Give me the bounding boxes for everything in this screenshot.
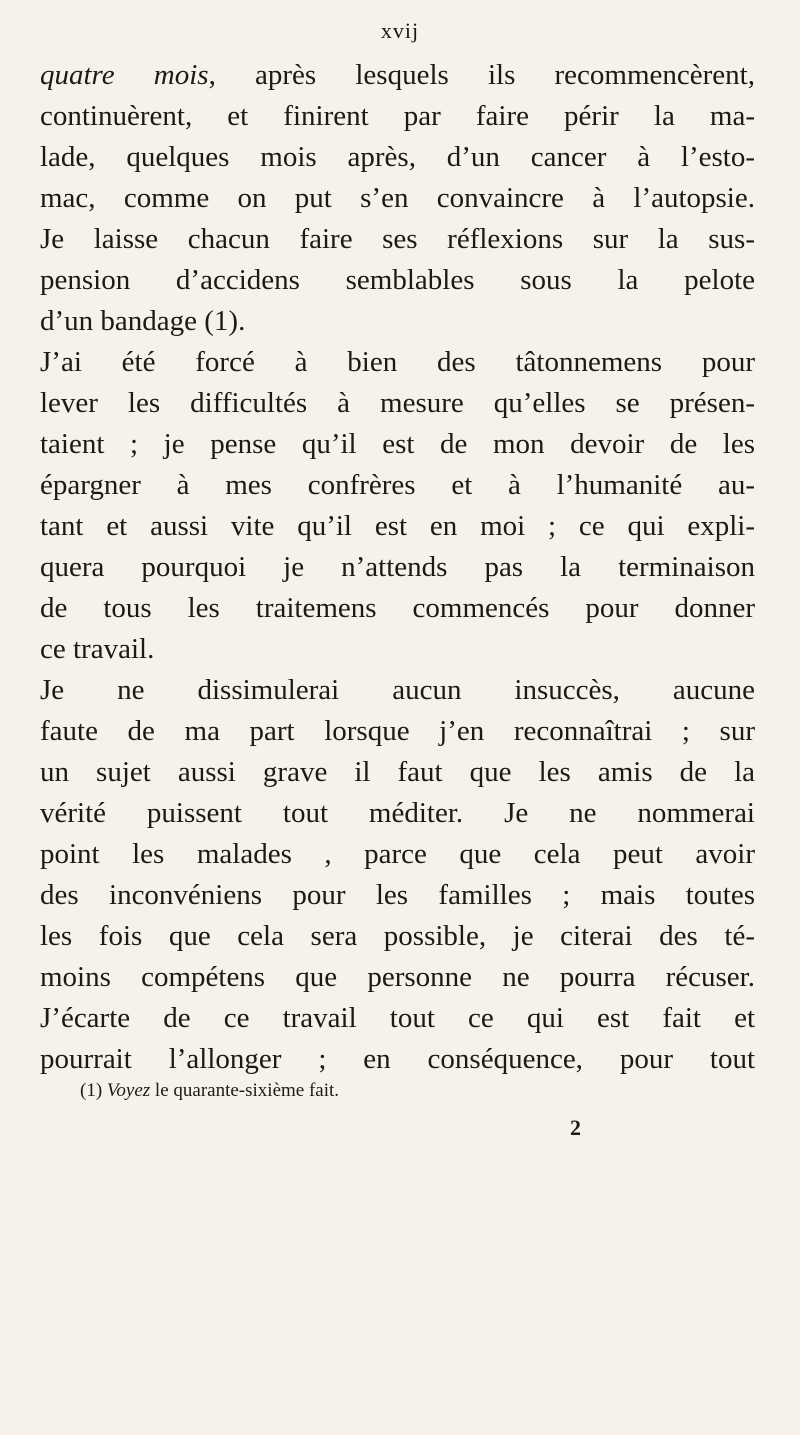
- text-line: d’un bandage (1).: [40, 305, 246, 337]
- footnote: [80, 1080, 339, 1102]
- text-line: Je ne dissimulerai aucun insuccès, aucune: [40, 674, 755, 706]
- text-line: continuèrent, et finirent par faire périr la ma-: [40, 100, 755, 132]
- text-line: [40, 55, 755, 96]
- footnote-text: le quarante-sixième fait.: [154, 1080, 340, 1101]
- page-folio: xvij: [380, 18, 420, 43]
- text-fragment: , après lesquels ils recommencèrent,: [208, 59, 755, 91]
- footnote-marker: (1): [80, 1080, 103, 1101]
- body-text: [40, 55, 755, 1080]
- text-line: faute de ma part lorsque j’en reconnaîtrai ; sur: [40, 715, 755, 747]
- text-line: un sujet aussi grave il faut que les amis de la: [40, 756, 755, 788]
- text-line: pourrait l’allonger ; en conséquence, pour tout: [40, 1043, 755, 1075]
- text-line: les fois que cela sera possible, je citerai des té-: [40, 920, 755, 952]
- text-line: épargner à mes confrères et à l’humanité au-: [40, 469, 755, 501]
- text-line: quera pourquoi je n’attends pas la terminaison: [40, 551, 755, 583]
- text-line: lever les difficultés à mesure qu’elles se présen-: [40, 387, 755, 419]
- text-line: lade, quelques mois après, d’un cancer à l’esto-: [40, 141, 755, 173]
- text-line: ce travail.: [40, 633, 155, 665]
- signature-mark: 2: [570, 1115, 581, 1140]
- text-line: vérité puissent tout méditer. Je ne nommerai: [40, 797, 755, 829]
- text-line: J’écarte de ce travail tout ce qui est fait et: [40, 1002, 755, 1034]
- text-line: taient ; je pense qu’il est de mon devoir de les: [40, 428, 755, 460]
- italic-phrase: quatre mois: [40, 59, 209, 91]
- text-line: tant et aussi vite qu’il est en moi ; ce qui expli-: [40, 510, 755, 542]
- text-line: point les malades , parce que cela peut avoir: [40, 838, 755, 870]
- text-line: pension d’accidens semblables sous la pelote: [40, 264, 755, 296]
- footnote-voyez: Voyez: [106, 1080, 151, 1101]
- text-line: J’ai été forcé à bien des tâtonnemens pour: [40, 346, 755, 378]
- text-line: moins compétens que personne ne pourra récuser.: [40, 961, 755, 993]
- text-line: de tous les traitemens commencés pour donner: [40, 592, 755, 624]
- text-line: mac, comme on put s’en convaincre à l’autopsie.: [40, 182, 755, 214]
- text-line: Je laisse chacun faire ses réflexions sur la sus-: [40, 223, 755, 255]
- text-line: des inconvéniens pour les familles ; mais toutes: [40, 879, 755, 911]
